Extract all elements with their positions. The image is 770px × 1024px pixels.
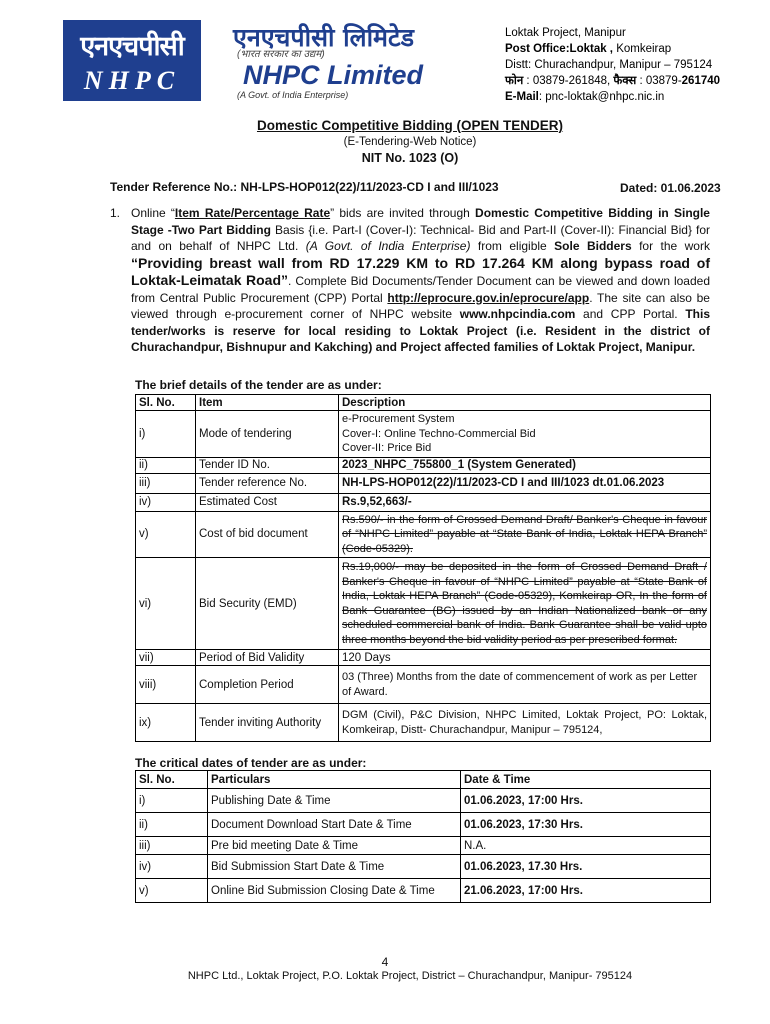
table-row: vii) Period of Bid Validity 120 Days (136, 650, 711, 666)
work-title: “Providing breast wall from RD 17.229 KM to RD 17.264 KM along bypass road of Loktak-Leimatak Road” (131, 254, 710, 288)
brief-details-table (135, 394, 711, 742)
address-line: Loktak Project, Manipur (505, 27, 626, 39)
company-sub-hindi: (भारत सरकार का उद्यम) (237, 49, 325, 60)
table-row: iii) Tender reference No. NH-LPS-HOP012(22)/11/2023-CD I and III/1023 dt.01.06.2023 (136, 473, 711, 493)
logo-hindi-text: एनएचपीसी (80, 31, 184, 62)
table-header-row: Sl. No. Particulars Date & Time (136, 771, 711, 789)
table-row: v) Online Bid Submission Closing Date & Time 21.06.2023, 17:00 Hrs. (136, 879, 711, 903)
district-line: Distt: Churachandpur, Manipur – 795124 (505, 59, 713, 71)
table-row: v) Cost of bid document Rs.590/- in the form of Crossed Demand Draft/ Banker's Cheque in favour of “NHPC Limited” payable at “State Bank of India, Loktak HEPA Branch” (Code-05329). (136, 511, 711, 558)
table-row: ii) Tender ID No. 2023_NHPC_755800_1 (System Generated) (136, 457, 711, 473)
email-line: E-Mail: pnc-loktak@nhpc.nic.in (505, 91, 665, 103)
paragraph-number: 1. (110, 206, 121, 220)
phone-line: फोन : 03879-261848, फैक्स : 03879-261740 (505, 75, 721, 87)
critical-dates-caption: The critical dates of tender are as under: (135, 756, 367, 770)
table-row: ix) Tender inviting Authority DGM (Civil), P&C Division, NHPC Limited, Loktak Project, PO: Loktak, Komkeirap, Distt- Churachandpur, Manipur – 795124, (136, 704, 711, 742)
page-footer: NHPC Ltd., Loktak Project, P.O. Loktak Project, District – Churachandpur, Manipur- 795124 (187, 970, 633, 982)
page-number: 4 (381, 955, 389, 969)
table-row: iii) Pre bid meeting Date & Time N.A. (136, 837, 711, 855)
table-row: vi) Bid Security (EMD) Rs.19,000/- may be deposited in the form of Crossed Demand Draft / Banker's Cheque in favour of “NHPC Limited” payable at “State Bank of India, Loktak HEPA Branch” (Code-05329), Komkeirap OR, In the form of Bank Guarantee (BG) issued by an Indian Nationalized bank or any scheduled commercial bank of India. Bank Guarantee shall be valid upto three months beyond the bid validity period as per prescribed format. (136, 558, 711, 650)
table-row: iv) Estimated Cost Rs.9,52,663/- (136, 493, 711, 511)
company-name: NHPC Limited (243, 60, 424, 90)
table-row: i) Mode of tendering e-Procurement System Cover-I: Online Techno-Commercial Bid Cover-II: Price Bid (136, 411, 711, 458)
address-block (505, 25, 720, 105)
table-row: viii) Completion Period 03 (Three) Months from the date of commencement of work as per Letter of Award. (136, 666, 711, 704)
table-row: iv) Bid Submission Start Date & Time 01.06.2023, 17.30 Hrs. (136, 855, 711, 879)
table-header-row: Sl. No. Item Description (136, 395, 711, 411)
critical-dates-table (135, 770, 711, 903)
post-office-line: Post Office:Loktak , Komkeirap (505, 43, 672, 55)
table-row: i) Publishing Date & Time 01.06.2023, 17:00 Hrs. (136, 789, 711, 813)
page-subtitle: (E-Tendering-Web Notice) (343, 136, 477, 148)
brief-details-caption: The brief details of the tender are as under: (135, 378, 382, 392)
tender-date: Dated: 01.06.2023 (620, 181, 721, 195)
page-title: Domestic Competitive Bidding (OPEN TENDER) (256, 118, 564, 133)
company-sub: (A Govt. of India Enterprise) (237, 90, 349, 100)
table-row: ii) Document Download Start Date & Time 01.06.2023, 17:30 Hrs. (136, 813, 711, 837)
logo-latin-text: NHPC (83, 66, 181, 95)
nhpc-website-link[interactable]: www.nhpcindia.com (459, 307, 576, 321)
tender-paragraph: 1. Online “Item Rate/Percentage Rate” bids are invited through Domestic Competitive Bidding in Single Stage -Two Part Bidding Basis {i.e. Part-I (Cover-I): Technical- Bid and Part-II (Cover-II): Financial Bid} for and on behalf of NHPC Ltd. (A Govt. of India Enterprise) from eligible Sole Bidders for the work “Providing breast wall from RD 17.229 KM to RD 17.264 KM along bypass road of Loktak-Leimatak Road”. Complete Bid Documents/Tender Document can be viewed and down loaded from Central Public Procurement (CPP) Portal http://eprocure.gov.in/eprocure/app. The site can also be viewed through e-procurement corner of NHPC website www.nhpcindia.com and CPP Portal. This tender/works is reserve for local residing to Loktak Project (i.e. Resident in the district of Churachandpur, Bishnupur and Kakching) and Project affected families of Loktak Project, Manipur. (110, 206, 711, 354)
cpp-portal-link[interactable]: http://eprocure.gov.in/eprocure/app (387, 290, 590, 305)
nhpc-logo (63, 20, 201, 101)
nit-number: NIT No. 1023 (O) (361, 151, 459, 165)
tender-reference: Tender Reference No.: NH-LPS-HOP012(22)/11/2023-CD I and III/1023 (110, 180, 499, 194)
company-name-hindi: एनएचपीसी लिमिटेड (233, 23, 414, 52)
